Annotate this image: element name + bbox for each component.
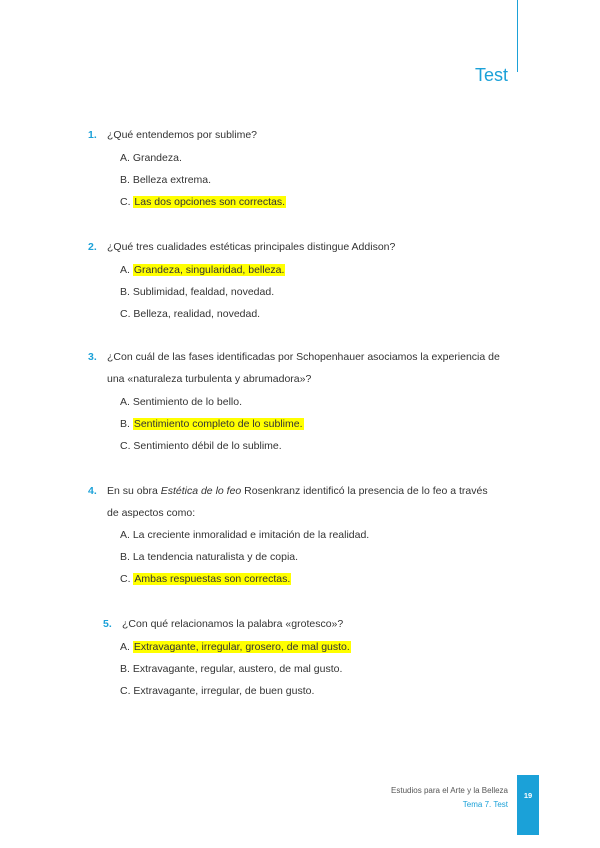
option-c-correct: C. Ambas respuestas son correctas. [120, 573, 291, 585]
answer-highlight: Grandeza, singularidad, belleza. [133, 264, 285, 276]
footer-course: Estudios para el Arte y la Belleza [391, 786, 508, 795]
option-c: C. Belleza, realidad, novedad. [120, 308, 261, 320]
question-text-line-1: ¿Con cuál de las fases identificadas por Schopenhauer asociamos la experiencia de [107, 351, 500, 363]
option-b: B. Extravagante, regular, austero, de mal gusto. [120, 663, 343, 675]
answer-highlight: Sentimiento completo de lo sublime. [133, 418, 303, 430]
question-number: 2. [88, 241, 97, 253]
option-a: A. Grandeza. [120, 152, 182, 164]
option-b: B. Belleza extrema. [120, 174, 212, 186]
book-title: Estética de lo feo [160, 485, 242, 497]
page-number-badge [517, 775, 539, 835]
answer-highlight: Las dos opciones son correctas. [134, 196, 286, 208]
question-text-line-2: una «naturaleza turbulenta y abrumadora»? [107, 373, 312, 385]
option-a-correct: A. Extravagante, irregular, grosero, de mal gusto. [120, 641, 350, 653]
option-a-correct: A. Grandeza, singularidad, belleza. [120, 264, 285, 276]
option-b: B. La tendencia naturalista y de copia. [120, 551, 299, 563]
option-a: A. Sentimiento de lo bello. [120, 396, 242, 408]
option-c: C. Sentimiento débil de lo sublime. [120, 440, 282, 452]
footer-section: Tema 7. Test [462, 800, 508, 809]
answer-highlight: Extravagante, irregular, grosero, de mal gusto. [133, 641, 350, 653]
option-b: B. Sublimidad, fealdad, novedad. [120, 286, 275, 298]
page-number: 19 [523, 791, 533, 800]
question-number: 4. [88, 485, 97, 497]
question-number: 3. [88, 351, 97, 363]
option-c: C. Extravagante, irregular, de buen gusto. [120, 685, 315, 697]
page-title: Test [474, 65, 508, 85]
question-text: ¿Con qué relacionamos la palabra «grotesco»? [122, 618, 344, 630]
option-b-correct: B. Sentimiento completo de lo sublime. [120, 418, 303, 430]
header-rule [517, 0, 518, 72]
option-a: A. La creciente inmoralidad e imitación de la realidad. [120, 529, 370, 541]
question-text: ¿Qué tres cualidades estéticas principales distingue Addison? [107, 241, 396, 253]
question-text-line-1: En su obra Estética de lo feo Rosenkranz identificó la presencia de lo feo a través [107, 485, 488, 497]
question-text-line-2: de aspectos como: [107, 507, 196, 519]
answer-highlight: Ambas respuestas son correctas. [134, 573, 291, 585]
question-number: 1. [88, 129, 97, 141]
question-text: ¿Qué entendemos por sublime? [107, 129, 257, 141]
option-c-correct: C. Las dos opciones son correctas. [120, 196, 286, 208]
question-number: 5. [103, 618, 112, 630]
